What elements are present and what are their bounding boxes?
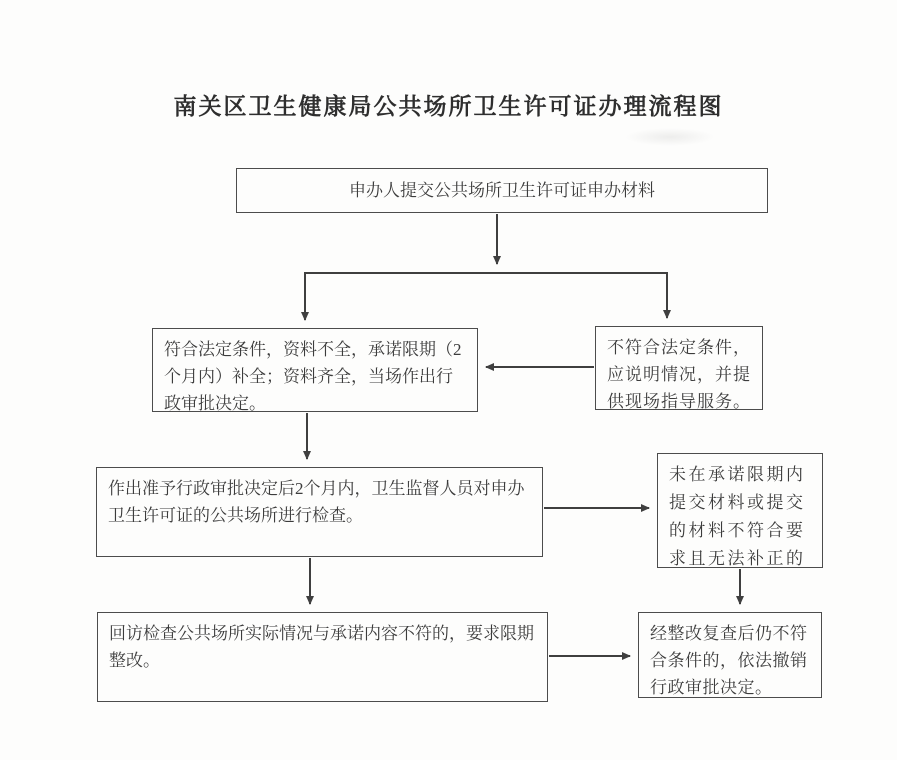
flow-node-revoke-approval: 经整改复查后仍不符合条件的，依法撤销行政审批决定。 (638, 612, 822, 698)
page-title: 南关区卫生健康局公共场所卫生许可证办理流程图 (173, 93, 724, 119)
flow-node-overdue-materials: 未在承诺限期内提交材料或提交的材料不符合要求且无法补正的 (657, 453, 823, 568)
flow-node-order-rectification: 回访检查公共场所实际情况与承诺内容不符的，要求限期整改。 (97, 612, 548, 702)
flow-node-not-meet-conditions: 不符合法定条件，应说明情况，并提供现场指导服务。 (595, 326, 763, 410)
flow-node-submit-materials: 申办人提交公共场所卫生许可证申办材料 (236, 168, 768, 213)
flow-node-meets-conditions: 符合法定条件，资料不全，承诺限期（2个月内）补全；资料齐全，当场作出行政审批决定。 (152, 328, 478, 412)
flow-node-supervision-inspection: 作出准予行政审批决定后2个月内，卫生监督人员对申办卫生许可证的公共场所进行检查。 (96, 467, 543, 557)
scan-artifact (625, 128, 715, 146)
